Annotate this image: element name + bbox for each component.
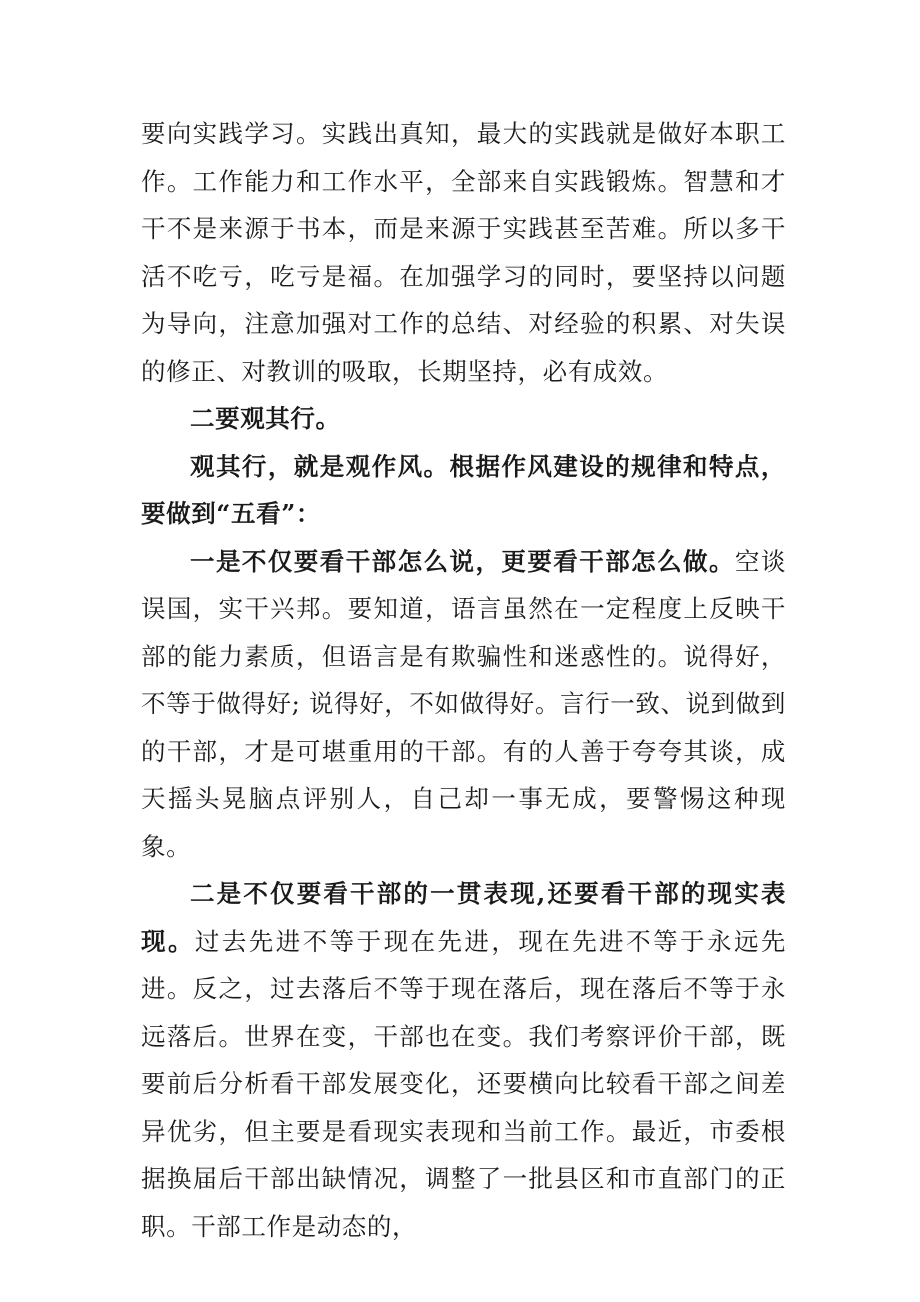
section-heading: 二要观其行。 (190, 404, 341, 433)
document-body (141, 110, 786, 1250)
paragraph-observe-conduct: 观其行，就是观作风。根据作风建设的规律和特点，要做到“五看”： (141, 451, 786, 528)
point-two-body: 过去先进不等于现在先进，现在先进不等于永远先进。反之，过去落后不等于现在落后，现在落后不等于永远落后。世界在变，干部也在变。我们考察评价干部，既要前后分析看干部发展变化，还要横向比较看干部之间差异优劣，但主要是看现实表现和当前工作。最近，市委根据换届后干部出缺情况，调整了一批县区和市直部门的正职。干部工作是动态的， (141, 926, 786, 1241)
point-one-lead: 一是不仅要看干部怎么说，更要看干部怎么做。 (190, 546, 735, 576)
point-one-body: 空谈误国，实干兴邦。要知道，语言虽然在一定程度上反映干部的能力素质，但语言是有欺骗性和迷惑性的。说得好，不等于做得好; 说得好，不如做得好。言行一致、说到做到的干部，才是可堪重用的干部。有的人善于夸夸其谈，成天摇头晃脑点评别人，自己却一事无成，要警惕这种现象。 (141, 546, 786, 861)
paragraph-practice-learning: 要向实践学习。实践出真知，最大的实践就是做好本职工作。工作能力和工作水平，全部来自实践锻炼。智慧和才干不是来源于书本，而是来源于实践甚至苦难。所以多干活不吃亏，吃亏是福。在加强学习的同时，要坚持以问题为导向，注意加强对工作的总结、对经验的积累、对失误的修正、对教训的吸取，长期坚持，必有成效。 (141, 119, 786, 386)
point-two-lead: 二是不仅要看干部的一贯表现,还要看干部的现实表现。 (141, 879, 786, 956)
paragraph-point-one (141, 538, 786, 871)
paragraph-point-two (141, 870, 786, 1250)
